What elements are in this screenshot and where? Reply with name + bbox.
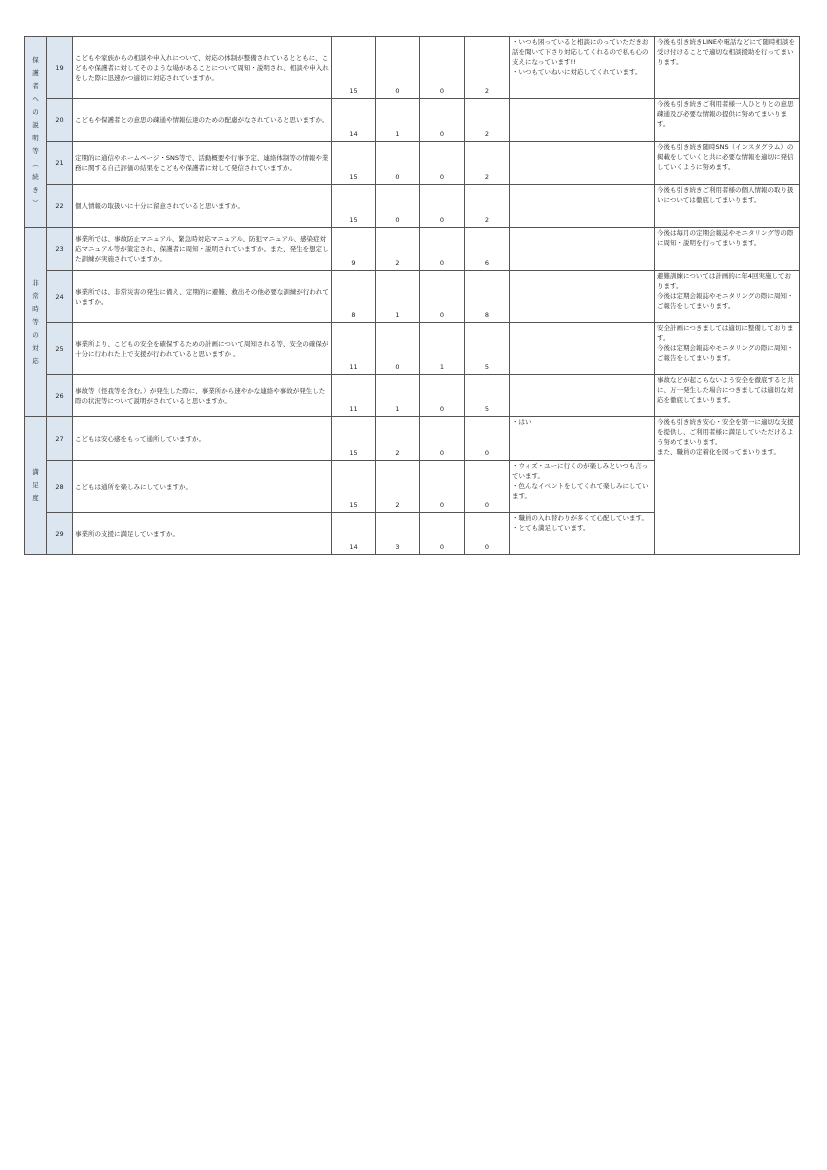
facility-response: 今後も引き続き随時SNS（インスタグラム）の掲載をしていくと共に必要な情報を適切に発信していくように努めます。 [655, 142, 800, 185]
count-neutral: 0 [376, 37, 420, 99]
count-yes: 15 [332, 417, 376, 461]
guardian-comment [510, 142, 655, 185]
table-row [25, 271, 800, 323]
count-unknown: 6 [465, 228, 510, 271]
count-no: 0 [420, 185, 465, 228]
count-no: 0 [420, 375, 465, 417]
evaluation-table [24, 36, 800, 555]
count-unknown: 0 [465, 461, 510, 513]
table-row [25, 37, 800, 99]
count-no: 0 [420, 461, 465, 513]
question-text: 個人情報の取扱いに十分に留意されていると思いますか。 [73, 185, 332, 228]
count-unknown: 2 [465, 185, 510, 228]
count-no: 0 [420, 417, 465, 461]
item-number: 21 [47, 142, 73, 185]
guardian-comment [510, 228, 655, 271]
guardian-comment [510, 185, 655, 228]
count-no: 0 [420, 142, 465, 185]
guardian-comment [510, 271, 655, 323]
facility-response: 今後も引き続き安心・安全を第一に適切な支援を提供し、ご利用者様に満足していただけるよう努めてまいります。 また、職員の定着化を図ってまいります。 [655, 417, 800, 555]
facility-response: 今後も引き続きご利用者様の個人情報の取り扱いについては徹底してまいります。 [655, 185, 800, 228]
count-no: 0 [420, 271, 465, 323]
count-neutral: 2 [376, 417, 420, 461]
table-row [25, 228, 800, 271]
item-number: 19 [47, 37, 73, 99]
count-unknown: 2 [465, 99, 510, 142]
count-unknown: 5 [465, 323, 510, 375]
count-unknown: 2 [465, 37, 510, 99]
section-label: 非 常 時 等 の 対 応 [25, 228, 47, 417]
item-number: 25 [47, 323, 73, 375]
item-number: 26 [47, 375, 73, 417]
count-neutral: 0 [376, 142, 420, 185]
table-row [25, 375, 800, 417]
guardian-comment [510, 323, 655, 375]
question-text: 定期的に通信やホームページ・SNS等で、活動概要や行事予定、連絡体制等の情報や業務に関する自己評価の結果をこどもや保護者に対して発信されていますか。 [73, 142, 332, 185]
count-neutral: 1 [376, 375, 420, 417]
count-yes: 8 [332, 271, 376, 323]
guardian-comment: ・いつも困っていると相談にのっていただきお話を聞いて下さり対応してくれるので私も心の支えになっています!! ・いつもていねいに対応してくれています。 [510, 37, 655, 99]
guardian-comment: ・はい [510, 417, 655, 461]
table-row [25, 99, 800, 142]
count-no: 1 [420, 323, 465, 375]
guardian-comment: ・ウィズ・ユーに行くのが楽しみといつも言っています。 ・色んなイベントをしてくれて楽しみにしています。 [510, 461, 655, 513]
item-number: 23 [47, 228, 73, 271]
count-yes: 14 [332, 513, 376, 555]
question-text: こどもや保護者との意思の疎通や情報伝達のための配慮がなされていると思いますか。 [73, 99, 332, 142]
count-unknown: 2 [465, 142, 510, 185]
section-label: 満 足 度 [25, 417, 47, 555]
count-unknown: 0 [465, 513, 510, 555]
count-no: 0 [420, 228, 465, 271]
count-no: 0 [420, 513, 465, 555]
question-text: 事業所の支援に満足していますか。 [73, 513, 332, 555]
question-text: 事業所では、事故防止マニュアル、緊急時対応マニュアル、防犯マニュアル、感染症対応マニュアル等が策定され、保護者に周知・説明されていますか。また、発生を想定した訓練が実施されていますか。 [73, 228, 332, 271]
count-unknown: 0 [465, 417, 510, 461]
count-yes: 15 [332, 142, 376, 185]
count-yes: 11 [332, 375, 376, 417]
guardian-comment [510, 99, 655, 142]
table-row [25, 142, 800, 185]
count-yes: 14 [332, 99, 376, 142]
item-number: 22 [47, 185, 73, 228]
item-number: 27 [47, 417, 73, 461]
facility-response: 事故などが起こらないよう安全を徹底すると共に、万一発生した場合につきましては適切な対応を徹底してまいります。 [655, 375, 800, 417]
item-number: 24 [47, 271, 73, 323]
count-yes: 11 [332, 323, 376, 375]
facility-response: 避難訓練については計画的に年4回実施しております。 今後は定期会報誌やモニタリングの際に周知・ご報告をしてまいります。 [655, 271, 800, 323]
question-text: こどもや家族からの相談や申入れについて、対応の体制が整備されているとともに、こどもや保護者に対してそのような場があることについて周知・説明され、相談や申入れをした際に迅速かつ適切に対応されていますか。 [73, 37, 332, 99]
facility-response: 安全計画につきましては適切に整備しております。 今後は定期会報誌やモニタリングの際に周知・ご報告をしてまいります。 [655, 323, 800, 375]
section-label: 保 護 者 へ の 説 明 等 ︵ 続 き ︶ [25, 37, 47, 228]
guardian-comment: ・職員の入れ替わりが多くて心配しています。 ・とても満足しています。 [510, 513, 655, 555]
item-number: 29 [47, 513, 73, 555]
guardian-comment [510, 375, 655, 417]
question-text: 事業所より、こどもの安全を確保するための計画について周知される等、安全の確保が十分に行われた上で支援が行われていると思いますか 。 [73, 323, 332, 375]
count-yes: 9 [332, 228, 376, 271]
count-yes: 15 [332, 461, 376, 513]
question-text: こどもは通所を楽しみにしていますか。 [73, 461, 332, 513]
count-neutral: 1 [376, 99, 420, 142]
count-neutral: 0 [376, 323, 420, 375]
table-row [25, 323, 800, 375]
count-no: 0 [420, 37, 465, 99]
item-number: 28 [47, 461, 73, 513]
table-row [25, 417, 800, 461]
count-yes: 15 [332, 185, 376, 228]
facility-response: 今後も引き続きご利用者様一人ひとりとの意思疎通及び必要な情報の提供に努めてまいります。 [655, 99, 800, 142]
count-neutral: 1 [376, 271, 420, 323]
count-neutral: 2 [376, 461, 420, 513]
table-row [25, 185, 800, 228]
count-neutral: 0 [376, 185, 420, 228]
count-neutral: 2 [376, 228, 420, 271]
count-neutral: 3 [376, 513, 420, 555]
count-no: 0 [420, 99, 465, 142]
question-text: 事故等（怪我等を含む。）が発生した際に、事業所から速やかな連絡や事故が発生した際の状況等について説明がされていると思いますか。 [73, 375, 332, 417]
count-yes: 15 [332, 37, 376, 99]
item-number: 20 [47, 99, 73, 142]
facility-response: 今後も引き続きLINEや電話などにて随時相談を受け付けることで適切な相談援助を行ってまいります。 [655, 37, 800, 99]
question-text: 事業所では、非常災害の発生に備え、定期的に避難、救出その他必要な訓練が行われていますか。 [73, 271, 332, 323]
count-unknown: 5 [465, 375, 510, 417]
facility-response: 今後は毎月の定期会報誌やモニタリング等の際に周知・説明を行ってまいります。 [655, 228, 800, 271]
count-unknown: 8 [465, 271, 510, 323]
question-text: こどもは安心感をもって通所していますか。 [73, 417, 332, 461]
